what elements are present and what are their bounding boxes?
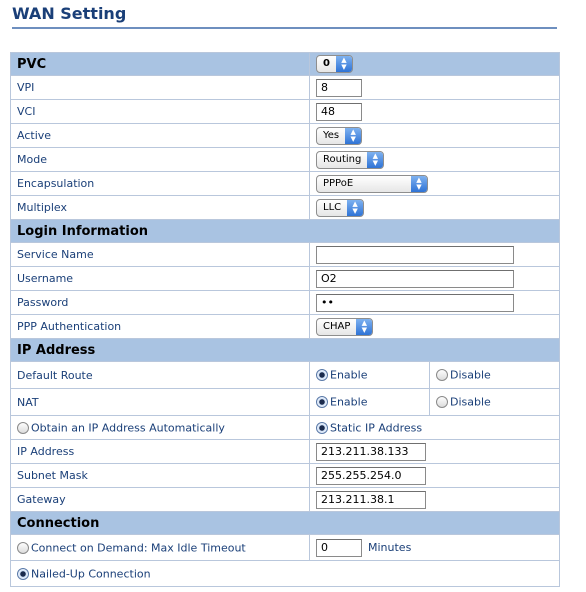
row-subnet-mask: [11, 464, 560, 488]
nat-disable-radio[interactable]: [436, 396, 448, 408]
default-route-disable-radio[interactable]: [436, 369, 448, 381]
password-input[interactable]: ••: [316, 294, 514, 312]
encapsulation-label: Encapsulation: [11, 172, 310, 196]
nailed-up-radio[interactable]: [17, 568, 29, 580]
nat-enable-radio[interactable]: [316, 396, 328, 408]
static-ip-radio[interactable]: [316, 422, 328, 434]
mode-select-value: Routing: [323, 153, 362, 165]
section-header-ip: [11, 339, 560, 362]
pvc-select[interactable]: [316, 55, 353, 73]
encapsulation-select-value: PPPoE: [323, 177, 354, 189]
gateway-input[interactable]: 213.211.38.1: [316, 491, 426, 509]
multiplex-select[interactable]: [316, 199, 364, 217]
connect-on-demand-radio[interactable]: [17, 542, 29, 554]
up-down-arrows-icon: ▲ ▼: [336, 56, 352, 72]
vpi-label: VPI: [11, 76, 310, 100]
row-vpi: [11, 76, 560, 100]
encapsulation-select[interactable]: [316, 175, 428, 193]
vci-label: VCI: [11, 100, 310, 124]
ppp-auth-label: PPP Authentication: [11, 315, 310, 339]
page-title: WAN Setting: [12, 4, 127, 23]
ppp-auth-select[interactable]: [316, 318, 373, 336]
subnet-mask-label: Subnet Mask: [11, 464, 310, 488]
default-route-enable-radio[interactable]: [316, 369, 328, 381]
obtain-ip-auto-radio[interactable]: [17, 422, 29, 434]
mode-label: Mode: [11, 148, 310, 172]
up-down-arrows-icon: ▲ ▼: [345, 128, 361, 144]
minutes-label: Minutes: [368, 541, 412, 554]
username-label: Username: [11, 267, 310, 291]
row-multiplex: [11, 196, 560, 220]
default-route-disable-label: Disable: [450, 368, 491, 382]
row-connect-on-demand: [11, 535, 560, 561]
gateway-label: Gateway: [11, 488, 310, 512]
nat-disable-label: Disable: [450, 395, 491, 409]
vpi-input[interactable]: 8: [316, 79, 362, 97]
row-gateway: [11, 488, 560, 512]
nat-label: NAT: [11, 389, 310, 416]
username-input[interactable]: O2: [316, 270, 514, 288]
nailed-up-label: Nailed-Up Connection: [31, 567, 151, 581]
row-service-name: [11, 243, 560, 267]
password-label: Password: [11, 291, 310, 315]
row-ppp-auth: [11, 315, 560, 339]
section-title-pvc: PVC: [11, 53, 310, 76]
up-down-arrows-icon: ▲ ▼: [347, 200, 363, 216]
nat-enable-label: Enable: [330, 395, 368, 409]
row-username: [11, 267, 560, 291]
title-divider: [12, 27, 557, 29]
section-header-login: [11, 220, 560, 243]
row-ip-address: [11, 440, 560, 464]
row-password: [11, 291, 560, 315]
multiplex-label: Multiplex: [11, 196, 310, 220]
up-down-arrows-icon: ▲ ▼: [411, 176, 427, 192]
ip-address-label: IP Address: [11, 440, 310, 464]
static-ip-label: Static IP Address: [330, 421, 423, 435]
row-default-route: [11, 362, 560, 389]
obtain-ip-auto-label: Obtain an IP Address Automatically: [31, 421, 225, 435]
section-header-connection: [11, 512, 560, 535]
active-label: Active: [11, 124, 310, 148]
vci-input[interactable]: 48: [316, 103, 362, 121]
pvc-select-value: 0: [323, 58, 330, 69]
section-title-ip: IP Address: [11, 339, 560, 362]
section-title-login: Login Information: [11, 220, 560, 243]
section-header-pvc: [11, 53, 560, 76]
service-name-label: Service Name: [11, 243, 310, 267]
subnet-mask-input[interactable]: 255.255.254.0: [316, 467, 426, 485]
connect-on-demand-label: Connect on Demand: Max Idle Timeout: [31, 541, 246, 555]
row-nat: [11, 389, 560, 416]
row-vci: [11, 100, 560, 124]
ppp-auth-select-value: CHAP: [323, 320, 351, 332]
default-route-enable-label: Enable: [330, 368, 368, 382]
ip-address-input[interactable]: 213.211.38.133: [316, 443, 426, 461]
section-title-connection: Connection: [11, 512, 560, 535]
row-ip-mode: [11, 416, 560, 440]
idle-timeout-input[interactable]: 0: [316, 539, 362, 557]
wan-settings-table: [10, 52, 560, 587]
multiplex-select-value: LLC: [323, 201, 342, 213]
row-active: [11, 124, 560, 148]
up-down-arrows-icon: ▲ ▼: [367, 152, 383, 168]
mode-select[interactable]: [316, 151, 384, 169]
up-down-arrows-icon: ▲ ▼: [356, 319, 372, 335]
row-nailed-up: [11, 561, 560, 587]
default-route-label: Default Route: [11, 362, 310, 389]
active-select[interactable]: [316, 127, 362, 145]
row-mode: [11, 148, 560, 172]
service-name-input[interactable]: [316, 246, 514, 264]
active-select-value: Yes: [323, 129, 340, 141]
row-encapsulation: [11, 172, 560, 196]
